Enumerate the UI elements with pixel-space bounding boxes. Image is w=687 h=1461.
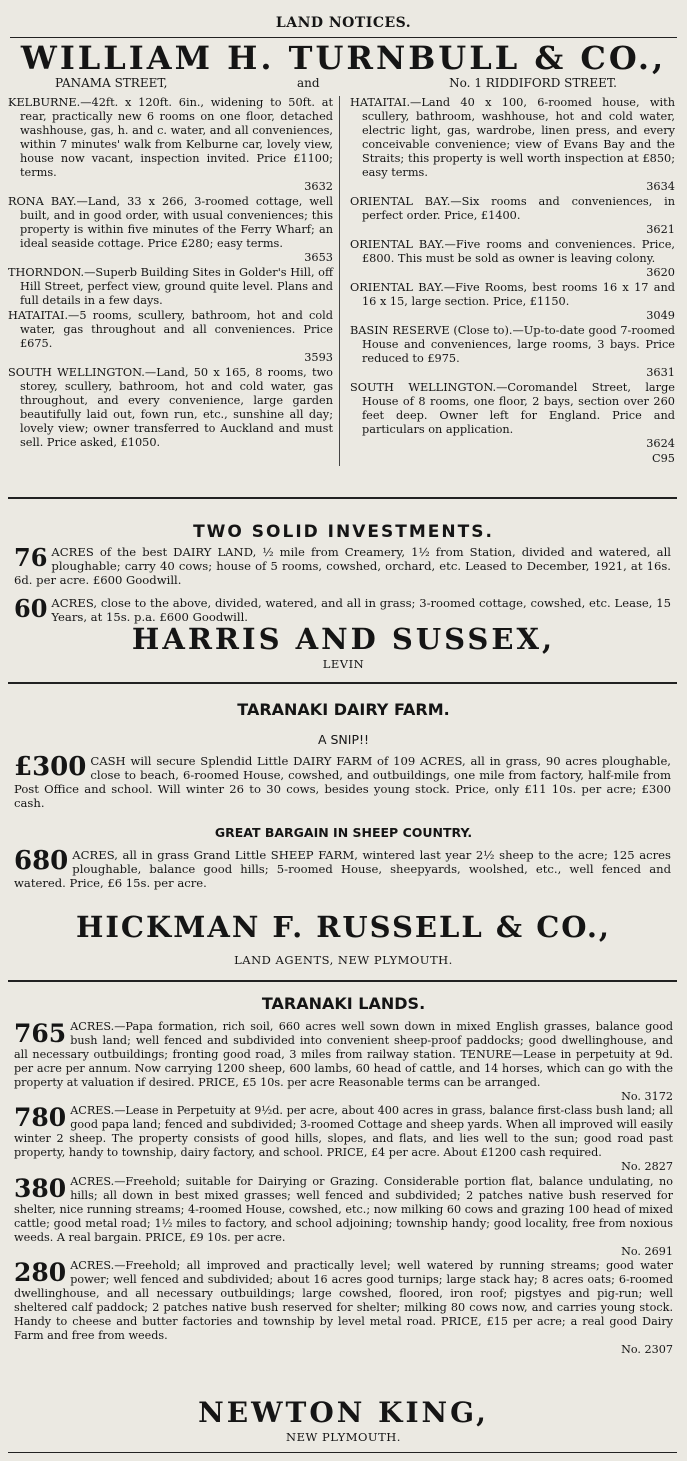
listing-item: ORIENTAL BAY.—Six rooms and conveniences, in perfect order. Price, £1400. 3621 — [350, 195, 675, 236]
listing-item: HATAITAI.—5 rooms, scullery, bathroom, hot and cold water, gas throughout and all conveniences. Price £675. 3593 — [8, 309, 333, 364]
land-item: 380 ACRES.—Freehold; suitable for Dairying or Grazing. Considerable portion flat, balance undulating, no hills; all down in best mixed grasses; well fenced and subdivided; 2 patches native bush reserved for shelter, nice running streams; 4-roomed House, cowshed, etc.; now milking 60 cows and grazing 100 head of mixed cattle; good metal road; 1½ miles to factory, and school adjoining; township handy; good locality, free from noxious weeds. A real bargain. PRICE, £9 10s. per acre. No. 2691 — [14, 1173, 673, 1258]
separator-rule — [8, 980, 677, 982]
listing-item: ORIENTAL BAY.—Five rooms and conveniences. Price, £800. This must be sold as owner is leaving colony. 3620 — [350, 238, 675, 279]
listing-item: HATAITAI.—Land 40 x 100, 6-roomed house, with scullery, bathroom, washhouse, hot and cold water, electric light, gas, wardrobe, linen press, and every conceivable convenience; view of Evans Bay and the Straits; this property is well worth inspection at £850; easy terms. 3634 — [350, 96, 675, 193]
page-header: LAND NOTICES. — [275, 15, 412, 31]
hickman-sheep-item: 680 ACRES, all in grass Grand Little SHEEP FARM, wintered last year 2½ sheep to the acre; 125 acres ploughable, balance good hills; 5-roomed House, sheepyards, woolshed, etc., well fenced and watered. Price, £6 15s. per acre. — [14, 846, 671, 890]
listing-item: SOUTH WELLINGTON.—Coromandel Street, large House of 8 rooms, one floor, 2 bays, section over 260 feet deep. Owner left for England. Price and particulars on application. 3624 — [350, 381, 675, 450]
hickman-snip: A SNIP!! — [317, 732, 370, 747]
listing-item: BASIN RESERVE (Close to).—Up-to-date good 7-roomed House and conveniences, large rooms, 3 bays. Price reduced to £975. 3631 — [350, 324, 675, 379]
listing-item: ORIENTAL BAY.—Five Rooms, best rooms 16 x 17 and 16 x 15, large section. Price, £1150. 3049 — [350, 281, 675, 322]
hickman-heading-2: GREAT BARGAIN IN SHEEP COUNTRY. — [214, 825, 473, 840]
newton-place: NEW PLYMOUTH. — [286, 1430, 401, 1444]
land-item: 765 ACRES.—Papa formation, rich soil, 660 acres well sown down in mixed English grasses, balance good bush land; well fenced and subdivided into convenient sheep-proof paddocks; good dwellinghouse, and all necessary outbuildings; fronting good road, 3 miles from railway station. TENURE—Lease in perpetuity at 9d. per acre per annum. Now carrying 1200 sheep, 600 lambs, 60 head of cattle, and 14 horses, which can go with the property at valuation if desired. PRICE, £5 10s. per acre Reasonable terms can be arranged. No. 3172 — [14, 1019, 673, 1103]
turnbull-street-2: No. 1 RIDDIFORD STREET. — [449, 76, 617, 90]
separator-rule — [8, 497, 677, 499]
harris-item: 76 ACRES of the best DAIRY LAND, ½ mile from Creamery, 1½ from Station, divided and watered, all ploughable; carry 40 cows; house of 5 rooms, cowshed, orchard, etc. Leased to December, 1921, at 16s. 6d. per acre. £600 Goodwill. — [14, 543, 671, 587]
land-item: 780 ACRES.—Lease in Perpetuity at 9½d. per acre, about 400 acres in grass, balance first-class bush land; all good papa land; fenced and subdivided; 3-roomed Cottage and sheep yards. When all improved will easily winter 2 sheep. The property consists of good hills, slopes, and flats, and lies well to the sun; good road past property, handy to township, dairy factory, and school. PRICE, £4 per acre. About £1200 cash required. No. 2827 — [14, 1103, 673, 1174]
listing-item: RONA BAY.—Land, 33 x 266, 3-roomed cottage, well built, and in good order, with usual conveniences; this property is within five minutes of the Ferry Wharf; an ideal seaside cottage. Price £280; easy terms. 3653 — [8, 195, 333, 264]
newton-listings — [14, 1020, 673, 1358]
hickman-firm-name: HICKMAN F. RUSSELL & CO., — [75, 910, 612, 944]
hickman-heading: TARANAKI DAIRY FARM. — [237, 700, 450, 719]
harris-firm-name: HARRIS AND SUSSEX, — [131, 622, 556, 656]
hickman-place: LAND AGENTS, NEW PLYMOUTH. — [234, 953, 453, 967]
listing-item: KELBURNE.—42ft. x 120ft. 6in., widening to 50ft. at rear, practically new 6 rooms on one floor, detached washhouse, gas, h. and c. water, and all conveniences, within 7 minutes' walk from Kelburne car, lovely view, house now vacant, inspection invited. Price £1100; terms. 3632 — [8, 96, 333, 193]
turnbull-and: and — [297, 76, 320, 90]
harris-item: 60 ACRES, close to the above, divided, watered, and all in grass; 3-roomed cottage, cowshed, etc. Lease, 15 Years, at 15s. p.a. £600 Goodwill. — [14, 594, 671, 624]
turnbull-firm-name: WILLIAM H. TURNBULL & CO., — [20, 39, 667, 77]
turnbull-right-column — [340, 96, 675, 466]
turnbull-left-column — [6, 96, 340, 466]
land-item: 280 ACRES.—Freehold; all improved and practically level; well watered by running streams; good water power; well fenced and subdivided; about 16 acres good turnips; large stack hay; 8 acres oats; 6-roomed dwellinghouse, and all necessary outbuildings; large cowshed, floored, iron roof; pigstyes and pig-run; well sheltered calf paddock; 2 patches native bush reserved for shelter; milking 80 cows now, and carries young stock. Handy to cheese and butter factories and township by level metal road. PRICE, £15 per acre; a real good Dairy Farm and free from weeds. No. 2307 — [14, 1258, 673, 1356]
harris-place: LEVIN — [322, 657, 365, 671]
separator-rule — [8, 682, 677, 684]
harris-heading: TWO SOLID INVESTMENTS. — [193, 522, 494, 542]
turnbull-street-1: PANAMA STREET, — [55, 76, 168, 90]
listing-item: THORNDON.—Superb Building Sites in Golder's Hill, off Hill Street, perfect view, ground quite level. Plans and full details in a few days. — [8, 266, 333, 307]
hickman-dairy-item: £300 CASH will secure Splendid Little DAIRY FARM of 109 ACRES, all in grass, 90 acres ploughable, close to beach, 6-roomed House, cowshed, and outbuildings, one mile from factory, half-mile from Post Office and school. Will winter 26 to 30 cows, besides young stock. Price, only £11 10s. per acre; £300 cash. — [14, 752, 671, 810]
turnbull-listings — [6, 96, 675, 466]
newton-heading: TARANAKI LANDS. — [261, 994, 426, 1013]
turnbull-address — [55, 76, 617, 90]
separator-rule — [8, 1452, 677, 1453]
newton-firm-name: NEWTON KING, — [198, 1396, 489, 1429]
trailing-ref: C95 — [651, 452, 675, 465]
listing-item: SOUTH WELLINGTON.—Land, 50 x 165, 8 rooms, two storey, scullery, bathroom, hot and cold water, gas throughout, and every convenience, large garden beautifully laid out, fown run, etc., sunshine all day; lovely view; owner transferred to Auckland and must sell. Price asked, £1050. — [8, 366, 333, 449]
